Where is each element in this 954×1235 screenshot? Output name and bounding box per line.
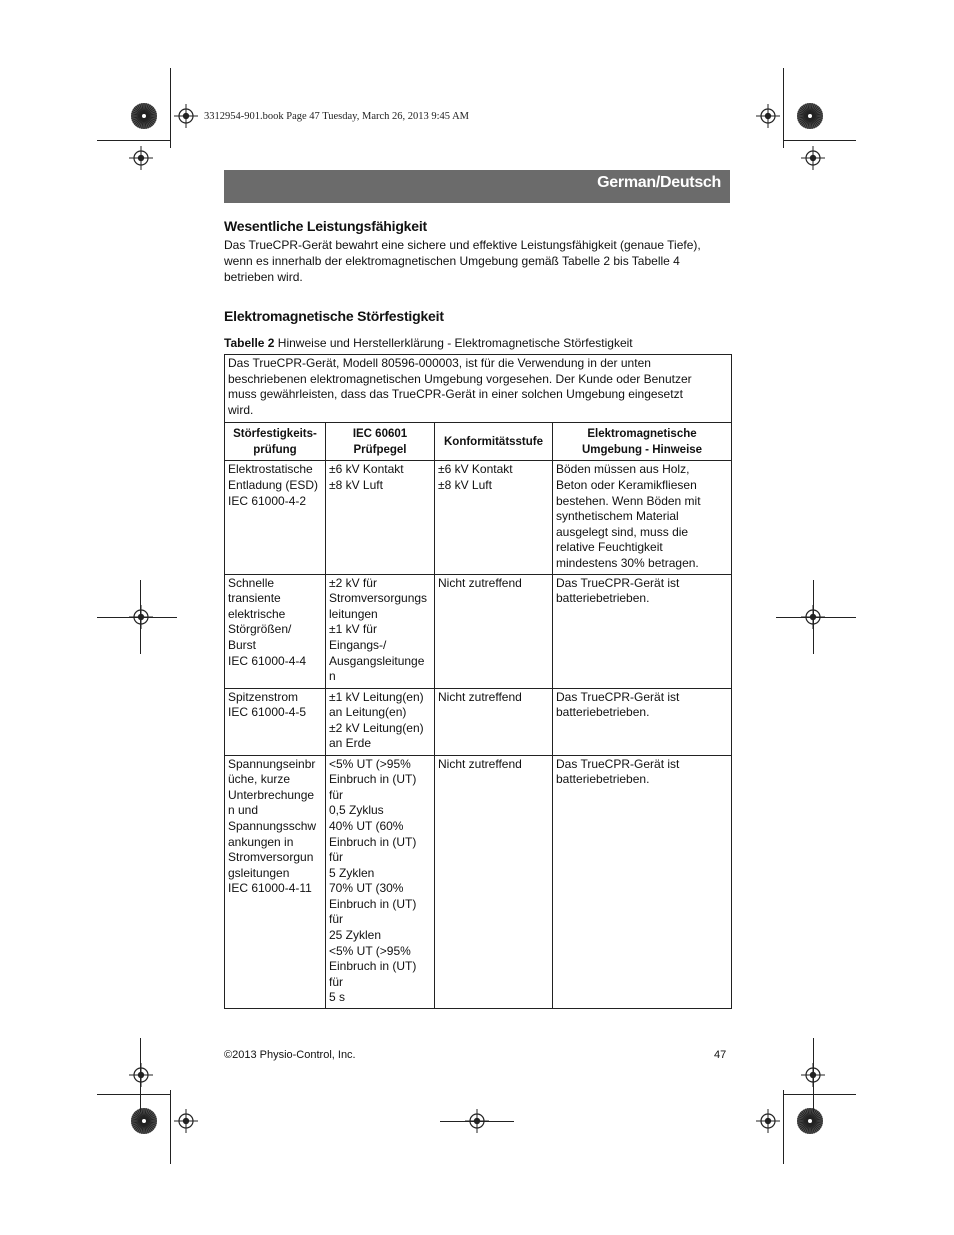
- paragraph-line: Das TrueCPR-Gerät bewahrt eine sichere und effektive Leistungsfähigkeit (genaue Tiefe),: [224, 238, 701, 252]
- footer-page-number: 47: [714, 1049, 727, 1061]
- header-line: IEC 60601: [352, 427, 408, 440]
- crop-line: [783, 140, 856, 141]
- starburst-mark: [796, 1107, 824, 1135]
- cell-line: Entladung (ESD): [228, 477, 319, 492]
- cell-line: Eingangs-/: [329, 637, 387, 652]
- crop-line: [440, 1121, 514, 1122]
- table-cell-guidance: [553, 574, 732, 688]
- crosshair-mark: [756, 1109, 780, 1133]
- cell-line: ankungen in: [228, 834, 294, 849]
- cell-line: IEC 61000-4-5: [228, 705, 307, 720]
- crop-line: [776, 617, 856, 618]
- cell-line: ±6 kV Kontakt: [329, 462, 404, 477]
- crop-line: [783, 1094, 856, 1095]
- crop-line: [813, 1038, 814, 1112]
- table-body: [225, 461, 732, 1009]
- cell-line: Stromversorgun: [228, 850, 314, 865]
- crosshair-mark: [129, 1063, 153, 1087]
- crop-line: [170, 1090, 171, 1164]
- table-row: [225, 688, 732, 755]
- crosshair-mark: [174, 1109, 198, 1133]
- intro-line: Das TrueCPR-Gerät, Modell 80596-000003, ist für die Verwendung in der unten: [228, 356, 651, 370]
- cell-line: elektrische: [228, 606, 286, 621]
- cell-line: Nicht zutreffend: [438, 689, 522, 704]
- cell-line: Böden müssen aus Holz,: [556, 462, 690, 477]
- header-line: Umgebung - Hinweise: [581, 443, 703, 456]
- cell-line: Einbruch in (UT) für: [329, 896, 417, 927]
- cell-line: ±8 kV Luft: [329, 477, 383, 492]
- table-cell-level: [326, 574, 435, 688]
- footer-copyright: ©2013 Physio-Control, Inc.: [224, 1049, 356, 1061]
- section-heading-immunity: Elektromagnetische Störfestigkeit: [224, 308, 444, 324]
- table-cell-compliance: [435, 574, 553, 688]
- column-header-test: [225, 423, 326, 461]
- table-cell-guidance: [553, 688, 732, 755]
- cell-line: Spannungseinbr: [228, 756, 316, 771]
- header-line: prüfung: [253, 443, 297, 456]
- cell-line: batteriebetrieben.: [556, 772, 650, 787]
- paragraph-line: wenn es innerhalb der elektromagnetischen Umgebung gemäß Tabelle 2 bis Tabelle 4: [224, 254, 680, 268]
- section-heading-performance: Wesentliche Leistungsfähigkeit: [224, 218, 428, 234]
- cell-line: leitungen: [329, 606, 378, 621]
- table-cell-test: [225, 688, 326, 755]
- language-label: German/Deutsch: [597, 174, 721, 191]
- cell-line: ±2 kV Leitung(en): [329, 720, 424, 735]
- cell-line: Das TrueCPR-Gerät ist: [556, 689, 680, 704]
- header-line: Elektromagnetische: [587, 427, 697, 440]
- table-cell-compliance: [435, 755, 553, 1009]
- cell-line: <5% UT (>95%: [329, 756, 411, 771]
- cell-line: batteriebetrieben.: [556, 705, 650, 720]
- table-cell-level: [326, 688, 435, 755]
- table-row: [225, 461, 732, 574]
- cell-line: 0,5 Zyklus: [329, 803, 384, 818]
- table-header-row: [225, 423, 732, 461]
- table-cell-level: [326, 461, 435, 574]
- cell-line: ±1 kV für: [329, 622, 377, 637]
- column-header-level: [326, 423, 435, 461]
- cell-line: mindestens 30% betragen.: [556, 555, 699, 570]
- cell-line: an Leitung(en): [329, 705, 407, 720]
- crop-line: [97, 617, 177, 618]
- cell-line: batteriebetrieben.: [556, 591, 650, 606]
- starburst-mark: [796, 102, 824, 130]
- cell-line: 25 Zyklen: [329, 928, 382, 943]
- cell-line: ±8 kV Luft: [438, 477, 492, 492]
- cell-line: ±1 kV Leitung(en): [329, 689, 424, 704]
- table-cell-test: [225, 461, 326, 574]
- crop-line: [140, 1038, 141, 1112]
- table-caption-label: Tabelle 2: [224, 336, 275, 350]
- cell-line: n und: [228, 803, 259, 818]
- crosshair-mark: [801, 146, 825, 170]
- cell-line: ausgelegt sind, muss die: [556, 524, 689, 539]
- cell-line: an Erde: [329, 736, 372, 751]
- cell-line: Schnelle: [228, 575, 275, 590]
- header-line: Prüfpegel: [353, 443, 407, 456]
- starburst-mark: [130, 1107, 158, 1135]
- cell-line: Beton oder Keramikfliesen: [556, 477, 697, 492]
- crop-line: [97, 1094, 170, 1095]
- cell-line: Nicht zutreffend: [438, 575, 522, 590]
- cell-line: Einbruch in (UT) für: [329, 959, 417, 989]
- cell-line: gsleitungen: [228, 865, 290, 880]
- cell-line: Spannungsschw: [228, 818, 317, 833]
- column-header-guidance: [553, 423, 732, 461]
- table-row: [225, 574, 732, 688]
- table-intro-row: [225, 355, 732, 423]
- cell-line: Burst: [228, 637, 257, 652]
- table-cell-level: [326, 755, 435, 1009]
- table-cell-compliance: [435, 688, 553, 755]
- cell-line: <5% UT (>95%: [329, 943, 411, 958]
- crosshair-mark: [756, 104, 780, 128]
- cell-line: n: [329, 669, 336, 684]
- language-bar: [224, 170, 730, 203]
- crosshair-mark: [129, 146, 153, 170]
- book-info-header: 3312954-901.book Page 47 Tuesday, March 26, 2013 9:45 AM: [204, 111, 470, 122]
- table-intro-cell: [225, 355, 732, 423]
- cell-line: Einbruch in (UT) für: [329, 772, 417, 802]
- cell-line: 70% UT (30%: [329, 881, 404, 896]
- crop-line: [783, 68, 784, 148]
- cell-line: synthetischem Material: [556, 509, 679, 524]
- cell-line: IEC 61000-4-4: [228, 653, 307, 668]
- cell-line: Spitzenstrom: [228, 689, 299, 704]
- cell-line: Das TrueCPR-Gerät ist: [556, 575, 680, 590]
- cell-line: Nicht zutreffend: [438, 756, 522, 771]
- cell-line: transiente: [228, 591, 281, 606]
- cell-line: Unterbrechunge: [228, 787, 315, 802]
- crop-line: [97, 140, 170, 141]
- cell-line: 5 s: [329, 990, 346, 1005]
- cell-line: üche, kurze: [228, 772, 291, 787]
- cell-line: Ausgangsleitunge: [329, 653, 425, 668]
- cell-line: Elektrostatische: [228, 462, 313, 477]
- cell-line: relative Feuchtigkeit: [556, 540, 663, 555]
- column-header-compliance: [435, 423, 553, 461]
- starburst-mark: [130, 102, 158, 130]
- crosshair-mark: [174, 104, 198, 128]
- cell-line: Störgrößen/: [228, 622, 292, 637]
- cell-line: bestehen. Wenn Böden mit: [556, 493, 701, 508]
- immunity-table: [224, 354, 732, 1009]
- table-cell-test: [225, 755, 326, 1009]
- paragraph-line: betrieben wird.: [224, 270, 303, 284]
- performance-paragraph: [224, 237, 724, 285]
- crop-line: [783, 1090, 784, 1164]
- table-cell-test: [225, 574, 326, 688]
- cell-line: Stromversorgungs: [329, 591, 428, 606]
- table-row: [225, 755, 732, 1009]
- table-cell-guidance: [553, 461, 732, 574]
- cell-line: 40% UT (60%: [329, 818, 404, 833]
- table-cell-compliance: [435, 461, 553, 574]
- cell-line: ±2 kV für: [329, 575, 377, 590]
- table-cell-guidance: [553, 755, 732, 1009]
- cell-line: IEC 61000-4-2: [228, 493, 307, 508]
- cell-line: Einbruch in (UT) für: [329, 834, 417, 865]
- crop-line: [170, 68, 171, 148]
- intro-line: beschriebenen elektromagnetischen Umgebung vorgesehen. Der Kunde oder Benutzer: [228, 371, 692, 386]
- cell-line: Das TrueCPR-Gerät ist: [556, 756, 680, 771]
- table-caption-text: Hinweise und Herstellerklärung - Elektromagnetische Störfestigkeit: [274, 336, 633, 350]
- cell-line: ±6 kV Kontakt: [438, 462, 513, 477]
- table-caption: [224, 336, 633, 350]
- header-line: Konformitätsstufe: [443, 435, 544, 448]
- header-line: Störfestigkeits-: [233, 427, 317, 440]
- cell-line: 5 Zyklen: [329, 865, 375, 880]
- cell-line: IEC 61000-4-11: [228, 881, 312, 896]
- intro-line: muss gewährleisten, dass das TrueCPR-Gerät in einer solchen Umgebung eingesetzt: [228, 387, 683, 402]
- intro-line: wird.: [228, 402, 254, 417]
